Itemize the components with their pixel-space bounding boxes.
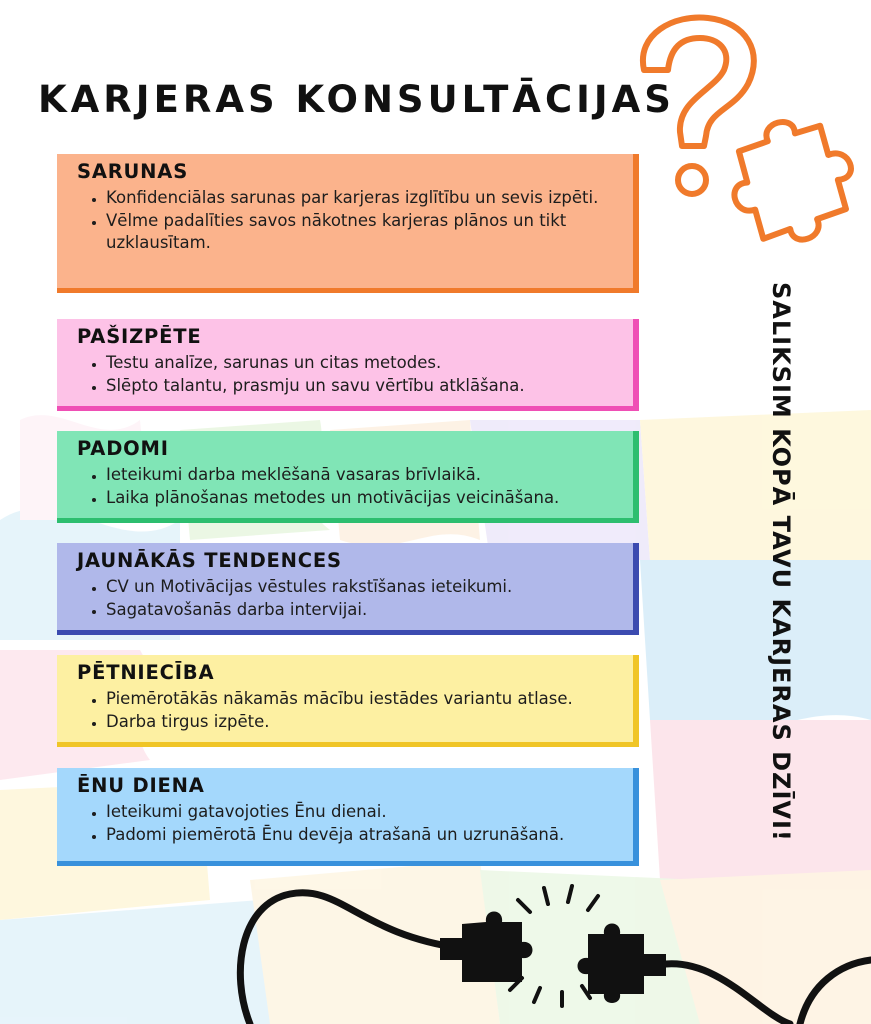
list-item: • Slēpto talantu, prasmju un savu vērtību atklāšana. (106, 375, 615, 398)
section-pasizpete (57, 319, 639, 411)
bullet-list (77, 464, 615, 509)
list-item: • CV un Motivācijas vēstules rakstīšanas ieteikumi. (106, 576, 615, 599)
list-item: • Sagatavošanās darba intervijai. (106, 599, 615, 622)
list-item: • Testu analīze, sarunas un citas metodes. (106, 352, 615, 375)
list-item: • Ieteikumi gatavojoties Ēnu dienai. (106, 801, 615, 824)
list-item: • Padomi piemērotā Ēnu devēja atrašanā un uzrunāšanā. (106, 824, 615, 847)
list-item: • Darba tirgus izpēte. (106, 711, 615, 734)
list-item: • Vēlme padalīties savos nākotnes karjeras plānos un tikt uzklausītam. (106, 210, 615, 255)
section-petnieciba (57, 655, 639, 747)
bullet-list (77, 688, 615, 733)
section-heading: SARUNAS (77, 160, 189, 183)
bullet-list (77, 801, 615, 846)
section-padomi (57, 431, 639, 523)
bullet-list (77, 576, 615, 621)
bullet-list (77, 352, 615, 397)
section-heading: PAŠIZPĒTE (77, 325, 202, 348)
section-heading: PĒTNIECĪBA (77, 661, 215, 684)
puzzle-piece-icon (722, 112, 867, 262)
section-jaunakas-tendences (57, 543, 639, 635)
page-title: KARJERAS KONSULTĀCIJAS (38, 78, 675, 121)
section-enu-diena (57, 768, 639, 866)
section-sarunas (57, 154, 639, 293)
vertical-slogan: SALIKSIM KOPĀ TAVU KARJERAS DZĪVI! (767, 282, 795, 842)
list-item: • Ieteikumi darba meklēšanā vasaras brīvlaikā. (106, 464, 615, 487)
bullet-list (77, 187, 615, 255)
section-heading: ĒNU DIENA (77, 774, 205, 797)
section-heading: JAUNĀKĀS TENDENCES (77, 549, 342, 572)
list-item: • Piemērotākās nākamās mācību iestādes variantu atlase. (106, 688, 615, 711)
list-item: • Konfidenciālas sarunas par karjeras izglītību un sevis izpēti. (106, 187, 615, 210)
list-item: • Laika plānošanas metodes un motivācijas veicināšana. (106, 487, 615, 510)
section-heading: PADOMI (77, 437, 169, 460)
puzzle-plugs-illustration (0, 864, 871, 1024)
